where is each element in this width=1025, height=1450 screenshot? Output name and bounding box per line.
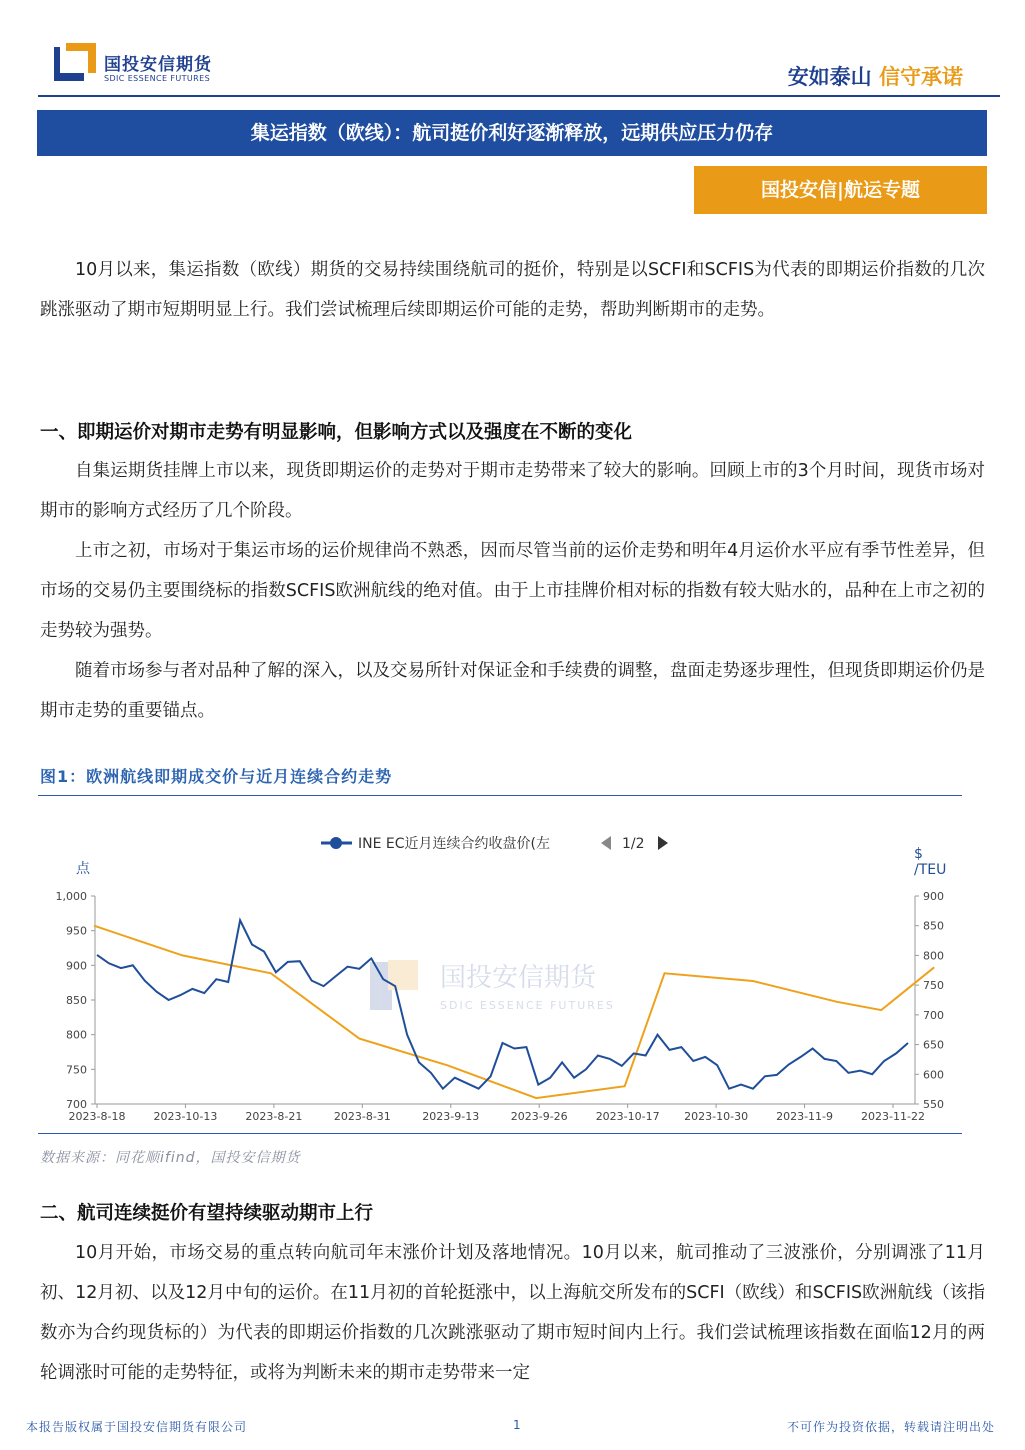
intro-paragraph: 10月以来，集运指数（欧线）期货的交易持续围绕航司的挺价，特别是以SCFI和SCFIS为代表的即期运价指数的几次跳涨驱动了期市短期明显上行。我们尝试梳理后续即期运价可能的走势，帮助判断期市的走势。: [40, 260, 985, 320]
company-logo-mark: [54, 43, 98, 83]
x-tick-label: 2023-8-21: [245, 1110, 303, 1123]
left-tick-label: 700: [66, 1098, 87, 1111]
company-logo-english: SDIC ESSENCE FUTURES: [104, 74, 211, 83]
section2-paragraph-1: 10月开始，市场交易的重点转向航司年末涨价计划及落地情况。10月以来，航司推动了三波涨价，分别调涨了11月初、12月初、以及12月中旬的运价。在11月初的首轮挺涨中，以上海航交所发布的SCFI（欧线）和SCFIS欧洲航线（该指数亦为合约现货标的）为代表的即期运价指数的几次跳涨驱动了期市短时间内上行。我们尝试梳理该指数在面临12月的两轮调涨时可能的走势特征，或将为判断未来的期市走势带来一定: [40, 1243, 985, 1383]
legend-marker: [330, 837, 342, 849]
right-tick-label: 800: [923, 949, 944, 963]
report-title: 集运指数（欧线）：航司挺价利好逐渐释放，远期供应压力仍存: [37, 110, 987, 156]
legend-pager: 1/2: [622, 836, 645, 852]
figure-bottom-rule: [38, 1133, 962, 1134]
right-tick-label: 650: [923, 1038, 944, 1052]
x-tick-label: 2023-9-13: [422, 1110, 480, 1123]
watermark-subtext: SDIC ESSENCE FUTURES: [440, 999, 615, 1012]
figure-top-rule: [38, 795, 962, 796]
left-tick-label: 950: [66, 924, 87, 938]
watermark: [370, 960, 615, 1012]
x-tick-label: 2023-10-30: [684, 1110, 749, 1123]
x-tick-label: 2023-11-9: [776, 1110, 834, 1123]
watermark-text: 国投安信期货: [440, 963, 597, 993]
footer-copyright: 本报告版权属于国投安信期货有限公司: [26, 1420, 248, 1434]
section1-paragraph-3: 随着市场参与者对品种了解的深入，以及交易所针对保证金和手续费的调整，盘面走势逐步理性，但现货即期运价仍是期市走势的重要锚点。: [40, 661, 985, 721]
section1-paragraph-1: 自集运期货挂牌上市以来，现货即期运价的走势对于期市走势带来了较大的影响。回顾上市的3个月时间，现货市场对期市的影响方式经历了几个阶段。: [40, 461, 985, 521]
left-tick-label: 800: [66, 1028, 87, 1042]
figure-title: 图1：欧洲航线即期成交价与近月连续合约走势: [40, 767, 393, 786]
header-divider: [38, 95, 1000, 97]
right-tick-label: 900: [923, 890, 944, 903]
x-tick-label: 2023-10-17: [595, 1110, 660, 1123]
x-tick-label: 2023-8-31: [333, 1110, 391, 1123]
figure-source: 数据来源：同花顺ifind，国投安信期货: [40, 1150, 301, 1166]
right-tick-label: 600: [923, 1068, 944, 1082]
section1-heading: 一、即期运价对期市走势有明显影响，但影响方式以及强度在不断的变化: [40, 422, 633, 443]
line-chart: [38, 820, 962, 1128]
footer-page-number: 1: [513, 1418, 521, 1432]
left-tick-label: 750: [66, 1063, 87, 1077]
company-logo-name: 国投安信期货: [104, 55, 212, 75]
legend-next-icon[interactable]: [658, 836, 668, 850]
section2-heading: 二、航司连续挺价有望持续驱动期市上行: [40, 1203, 374, 1224]
slogan-part2: 信守承诺: [879, 65, 963, 89]
right-tick-label: 700: [923, 1008, 944, 1022]
x-tick-label: 2023-9-26: [510, 1110, 568, 1123]
left-tick-label: 900: [66, 959, 87, 973]
right-axis-label-unit: $: [914, 846, 923, 862]
x-tick-label: 2023-10-13: [153, 1110, 218, 1123]
right-tick-label: 750: [923, 979, 944, 993]
legend-entry: INE EC近月连续合约收盘价(左: [358, 836, 550, 852]
footer-disclaimer: 不可作为投资依据，转载请注明出处: [786, 1420, 995, 1434]
left-axis-label: 点: [76, 861, 90, 877]
slogan-part1: 安如泰山: [787, 65, 872, 89]
x-tick-label: 2023-8-18: [68, 1110, 126, 1123]
right-tick-label: 550: [923, 1098, 944, 1111]
topic-tag: 国投安信|航运专题: [694, 166, 987, 214]
x-tick-label: 2023-11-22: [861, 1110, 925, 1123]
section1-paragraph-2: 上市之初，市场对于集运市场的运价规律尚不熟悉，因而尽管当前的运价走势和明年4月运价水平应有季节性差异，但市场的交易仍主要围绕标的指数SCFIS欧洲航线的绝对值。由于上市挂牌价相对标的指数有较大贴水的，品种在上市之初的走势较为强势。: [40, 541, 985, 641]
left-tick-label: 850: [66, 994, 87, 1007]
left-tick-label: 1,000: [55, 890, 87, 903]
right-axis-label-per: /TEU: [914, 862, 947, 878]
right-tick-label: 850: [923, 919, 944, 933]
legend-prev-icon[interactable]: [601, 836, 611, 850]
company-slogan: [788, 61, 963, 91]
chart-legend: [321, 835, 668, 852]
